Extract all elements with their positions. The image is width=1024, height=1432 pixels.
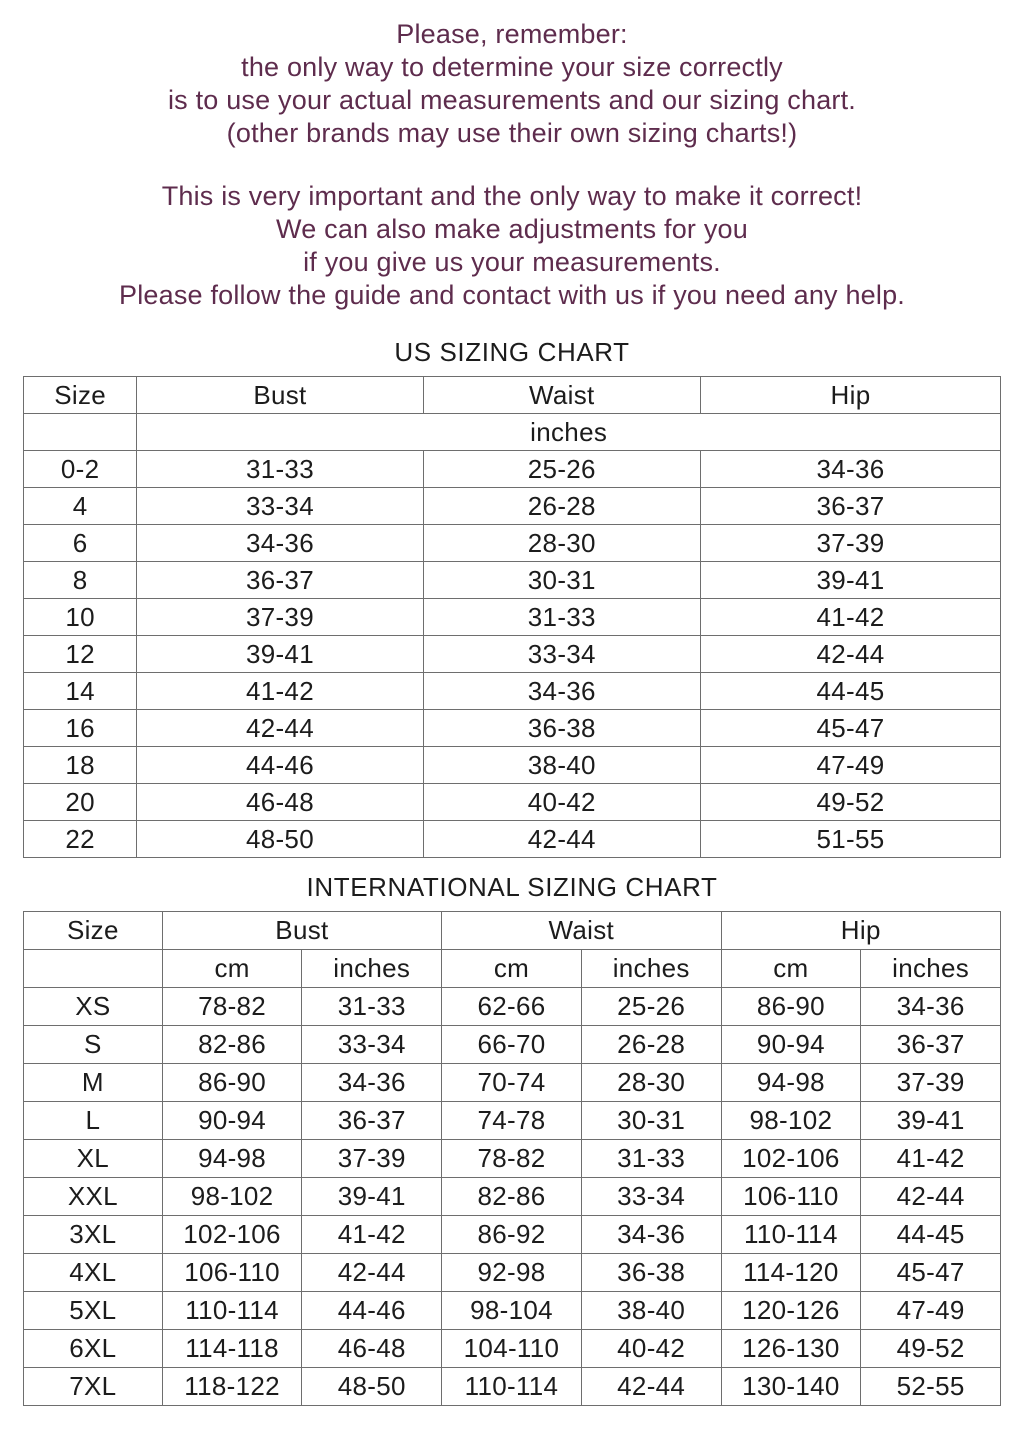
intl-cell-size: 6XL bbox=[24, 1330, 163, 1368]
us-header-row bbox=[24, 377, 1001, 414]
intl-unit-bust-cm: cm bbox=[162, 950, 302, 988]
us-cell-size: 6 bbox=[24, 525, 137, 562]
intl-table-row bbox=[24, 1292, 1001, 1330]
intl-cell-bust-in: 48-50 bbox=[302, 1368, 442, 1406]
intl-cell-size: 5XL bbox=[24, 1292, 163, 1330]
intl-cell-hip-in: 41-42 bbox=[861, 1140, 1001, 1178]
intl-col-header-bust: Bust bbox=[162, 912, 441, 950]
intl-cell-size: L bbox=[24, 1102, 163, 1140]
intl-units-empty-cell bbox=[24, 950, 163, 988]
intl-cell-bust-in: 42-44 bbox=[302, 1254, 442, 1292]
intro-paragraph-2 bbox=[0, 180, 1024, 312]
intro-line: Please follow the guide and contact with us if you need any help. bbox=[118, 280, 905, 310]
intl-cell-hip-cm: 98-102 bbox=[721, 1102, 861, 1140]
intl-table-row bbox=[24, 1064, 1001, 1102]
intl-cell-size: XXL bbox=[24, 1178, 163, 1216]
us-table-row bbox=[24, 636, 1001, 673]
intl-units-row bbox=[24, 950, 1001, 988]
us-cell-bust: 37-39 bbox=[137, 599, 423, 636]
us-cell-size: 20 bbox=[24, 784, 137, 821]
intl-cell-waist-cm: 110-114 bbox=[442, 1368, 582, 1406]
us-col-header-size: Size bbox=[24, 377, 137, 414]
intl-cell-waist-cm: 86-92 bbox=[442, 1216, 582, 1254]
intl-cell-hip-cm: 102-106 bbox=[721, 1140, 861, 1178]
us-cell-bust: 48-50 bbox=[137, 821, 423, 858]
intl-cell-waist-cm: 92-98 bbox=[442, 1254, 582, 1292]
intro-line: is to use your actual measurements and our sizing chart. bbox=[167, 85, 857, 115]
us-cell-waist: 40-42 bbox=[423, 784, 700, 821]
intl-cell-waist-in: 25-26 bbox=[581, 988, 721, 1026]
intl-cell-bust-in: 46-48 bbox=[302, 1330, 442, 1368]
intl-header-row bbox=[24, 912, 1001, 950]
intl-cell-size: S bbox=[24, 1026, 163, 1064]
us-units-empty-cell bbox=[24, 414, 137, 451]
intl-cell-size: XL bbox=[24, 1140, 163, 1178]
us-cell-bust: 36-37 bbox=[137, 562, 423, 599]
us-cell-hip: 44-45 bbox=[701, 673, 1001, 710]
intl-cell-bust-cm: 82-86 bbox=[162, 1026, 302, 1064]
intl-cell-waist-in: 33-34 bbox=[581, 1178, 721, 1216]
us-cell-hip: 45-47 bbox=[701, 710, 1001, 747]
intl-cell-waist-in: 30-31 bbox=[581, 1102, 721, 1140]
intl-cell-hip-in: 37-39 bbox=[861, 1064, 1001, 1102]
us-cell-hip: 42-44 bbox=[701, 636, 1001, 673]
intl-cell-hip-cm: 120-126 bbox=[721, 1292, 861, 1330]
intl-cell-bust-in: 44-46 bbox=[302, 1292, 442, 1330]
intl-cell-hip-cm: 86-90 bbox=[721, 988, 861, 1026]
intl-table-row bbox=[24, 1140, 1001, 1178]
us-cell-waist: 26-28 bbox=[423, 488, 700, 525]
intl-cell-bust-in: 33-34 bbox=[302, 1026, 442, 1064]
intl-table-row bbox=[24, 1178, 1001, 1216]
intl-cell-waist-cm: 78-82 bbox=[442, 1140, 582, 1178]
us-table-row bbox=[24, 525, 1001, 562]
intl-cell-hip-cm: 114-120 bbox=[721, 1254, 861, 1292]
us-col-header-bust: Bust bbox=[137, 377, 423, 414]
intl-cell-hip-cm: 94-98 bbox=[721, 1064, 861, 1102]
us-cell-hip: 37-39 bbox=[701, 525, 1001, 562]
intl-cell-bust-in: 34-36 bbox=[302, 1064, 442, 1102]
intl-cell-waist-cm: 66-70 bbox=[442, 1026, 582, 1064]
us-table-row bbox=[24, 488, 1001, 525]
intl-cell-bust-cm: 90-94 bbox=[162, 1102, 302, 1140]
intl-cell-hip-in: 52-55 bbox=[861, 1368, 1001, 1406]
us-cell-size: 22 bbox=[24, 821, 137, 858]
intl-cell-waist-in: 40-42 bbox=[581, 1330, 721, 1368]
us-cell-size: 18 bbox=[24, 747, 137, 784]
intl-unit-hip-in: inches bbox=[861, 950, 1001, 988]
intl-cell-hip-cm: 110-114 bbox=[721, 1216, 861, 1254]
intl-cell-waist-cm: 98-104 bbox=[442, 1292, 582, 1330]
intl-cell-size: M bbox=[24, 1064, 163, 1102]
intl-cell-hip-cm: 130-140 bbox=[721, 1368, 861, 1406]
intl-col-header-hip: Hip bbox=[721, 912, 1000, 950]
us-cell-bust: 33-34 bbox=[137, 488, 423, 525]
intl-table-row bbox=[24, 1216, 1001, 1254]
us-units-label: inches bbox=[137, 414, 1001, 451]
us-cell-bust: 41-42 bbox=[137, 673, 423, 710]
intl-cell-bust-cm: 78-82 bbox=[162, 988, 302, 1026]
us-cell-waist: 31-33 bbox=[423, 599, 700, 636]
intl-cell-hip-in: 45-47 bbox=[861, 1254, 1001, 1292]
us-cell-hip: 34-36 bbox=[701, 451, 1001, 488]
us-col-header-waist: Waist bbox=[423, 377, 700, 414]
us-cell-bust: 42-44 bbox=[137, 710, 423, 747]
intl-cell-size: 3XL bbox=[24, 1216, 163, 1254]
intl-cell-bust-in: 37-39 bbox=[302, 1140, 442, 1178]
intl-cell-hip-in: 34-36 bbox=[861, 988, 1001, 1026]
intl-cell-size: 7XL bbox=[24, 1368, 163, 1406]
intl-cell-hip-cm: 126-130 bbox=[721, 1330, 861, 1368]
intl-cell-hip-in: 39-41 bbox=[861, 1102, 1001, 1140]
intl-cell-waist-cm: 62-66 bbox=[442, 988, 582, 1026]
us-table-row bbox=[24, 451, 1001, 488]
intl-table-row bbox=[24, 1368, 1001, 1406]
intl-cell-waist-cm: 82-86 bbox=[442, 1178, 582, 1216]
us-cell-waist: 25-26 bbox=[423, 451, 700, 488]
us-cell-waist: 36-38 bbox=[423, 710, 700, 747]
intl-col-header-waist: Waist bbox=[442, 912, 721, 950]
intl-cell-bust-in: 41-42 bbox=[302, 1216, 442, 1254]
intl-cell-waist-in: 31-33 bbox=[581, 1140, 721, 1178]
us-cell-waist: 38-40 bbox=[423, 747, 700, 784]
us-cell-hip: 49-52 bbox=[701, 784, 1001, 821]
us-cell-waist: 33-34 bbox=[423, 636, 700, 673]
intl-cell-bust-in: 36-37 bbox=[302, 1102, 442, 1140]
us-cell-size: 4 bbox=[24, 488, 137, 525]
us-cell-size: 10 bbox=[24, 599, 137, 636]
us-cell-waist: 42-44 bbox=[423, 821, 700, 858]
intl-cell-bust-cm: 114-118 bbox=[162, 1330, 302, 1368]
us-cell-hip: 41-42 bbox=[701, 599, 1001, 636]
intro-line: (other brands may use their own sizing charts!) bbox=[226, 118, 798, 148]
intl-sizing-table bbox=[23, 911, 1001, 1406]
intl-cell-bust-cm: 102-106 bbox=[162, 1216, 302, 1254]
intl-cell-bust-cm: 94-98 bbox=[162, 1140, 302, 1178]
us-cell-bust: 39-41 bbox=[137, 636, 423, 673]
us-cell-bust: 31-33 bbox=[137, 451, 423, 488]
us-table-row bbox=[24, 599, 1001, 636]
us-sizing-table bbox=[23, 376, 1001, 858]
intro-paragraph-1 bbox=[0, 18, 1024, 150]
intl-cell-hip-in: 42-44 bbox=[861, 1178, 1001, 1216]
us-cell-bust: 44-46 bbox=[137, 747, 423, 784]
us-cell-hip: 39-41 bbox=[701, 562, 1001, 599]
us-table-row bbox=[24, 784, 1001, 821]
intl-cell-bust-cm: 118-122 bbox=[162, 1368, 302, 1406]
intl-cell-bust-cm: 106-110 bbox=[162, 1254, 302, 1292]
intro-note bbox=[0, 18, 1024, 312]
intl-unit-waist-cm: cm bbox=[442, 950, 582, 988]
intl-cell-bust-cm: 98-102 bbox=[162, 1178, 302, 1216]
us-table-row bbox=[24, 821, 1001, 858]
intl-unit-hip-cm: cm bbox=[721, 950, 861, 988]
intl-cell-hip-in: 44-45 bbox=[861, 1216, 1001, 1254]
intl-cell-bust-in: 39-41 bbox=[302, 1178, 442, 1216]
intl-cell-hip-cm: 106-110 bbox=[721, 1178, 861, 1216]
intl-table-row bbox=[24, 988, 1001, 1026]
intl-cell-hip-in: 36-37 bbox=[861, 1026, 1001, 1064]
intl-table-row bbox=[24, 1254, 1001, 1292]
us-cell-hip: 36-37 bbox=[701, 488, 1001, 525]
intl-cell-bust-cm: 110-114 bbox=[162, 1292, 302, 1330]
intl-col-header-size: Size bbox=[24, 912, 163, 950]
us-chart-title: US SIZING CHART bbox=[394, 337, 630, 367]
intl-cell-bust-cm: 86-90 bbox=[162, 1064, 302, 1102]
intro-line: the only way to determine your size correctly bbox=[241, 52, 783, 82]
intl-cell-size: 4XL bbox=[24, 1254, 163, 1292]
intl-cell-hip-in: 47-49 bbox=[861, 1292, 1001, 1330]
us-cell-waist: 30-31 bbox=[423, 562, 700, 599]
intl-cell-size: XS bbox=[24, 988, 163, 1026]
us-cell-size: 8 bbox=[24, 562, 137, 599]
intl-unit-bust-in: inches bbox=[302, 950, 442, 988]
us-cell-size: 14 bbox=[24, 673, 137, 710]
intl-chart-title: INTERNATIONAL SIZING CHART bbox=[306, 872, 718, 902]
us-cell-bust: 34-36 bbox=[137, 525, 423, 562]
intl-table-row bbox=[24, 1026, 1001, 1064]
us-cell-waist: 34-36 bbox=[423, 673, 700, 710]
intl-cell-waist-cm: 104-110 bbox=[442, 1330, 582, 1368]
intro-line: if you give us your measurements. bbox=[303, 247, 721, 277]
intl-cell-waist-in: 26-28 bbox=[581, 1026, 721, 1064]
intl-cell-hip-in: 49-52 bbox=[861, 1330, 1001, 1368]
intro-line: Please, remember: bbox=[396, 19, 628, 49]
intl-table-row bbox=[24, 1102, 1001, 1140]
us-cell-size: 0-2 bbox=[24, 451, 137, 488]
us-col-header-hip: Hip bbox=[701, 377, 1001, 414]
us-table-row bbox=[24, 747, 1001, 784]
intro-line: This is very important and the only way to make it correct! bbox=[161, 181, 863, 211]
us-cell-size: 16 bbox=[24, 710, 137, 747]
us-table-row bbox=[24, 673, 1001, 710]
us-cell-bust: 46-48 bbox=[137, 784, 423, 821]
intl-cell-waist-in: 38-40 bbox=[581, 1292, 721, 1330]
intl-cell-waist-in: 36-38 bbox=[581, 1254, 721, 1292]
us-table-row bbox=[24, 562, 1001, 599]
intl-cell-waist-cm: 70-74 bbox=[442, 1064, 582, 1102]
intl-unit-waist-in: inches bbox=[581, 950, 721, 988]
intl-cell-waist-in: 28-30 bbox=[581, 1064, 721, 1102]
intl-table-row bbox=[24, 1330, 1001, 1368]
intl-cell-waist-in: 42-44 bbox=[581, 1368, 721, 1406]
intl-cell-waist-cm: 74-78 bbox=[442, 1102, 582, 1140]
intro-line: We can also make adjustments for you bbox=[276, 214, 748, 244]
intl-cell-hip-cm: 90-94 bbox=[721, 1026, 861, 1064]
us-cell-waist: 28-30 bbox=[423, 525, 700, 562]
us-units-row bbox=[24, 414, 1001, 451]
us-cell-size: 12 bbox=[24, 636, 137, 673]
us-cell-hip: 47-49 bbox=[701, 747, 1001, 784]
us-cell-hip: 51-55 bbox=[701, 821, 1001, 858]
us-table-row bbox=[24, 710, 1001, 747]
intl-cell-waist-in: 34-36 bbox=[581, 1216, 721, 1254]
intl-cell-bust-in: 31-33 bbox=[302, 988, 442, 1026]
